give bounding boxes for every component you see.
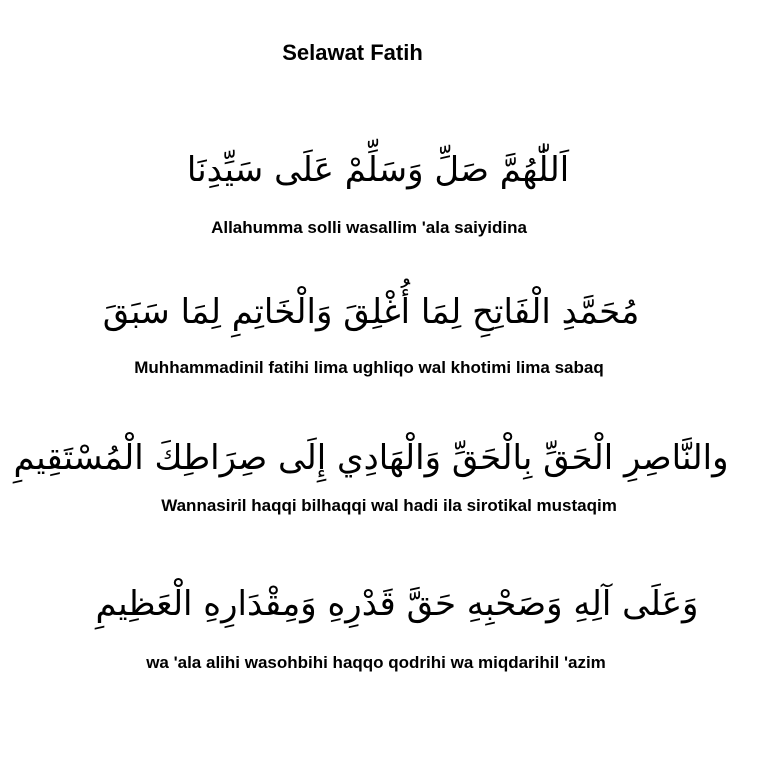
verse-2-arabic: مُحَمَّدِ الْفَاتِحِ لِمَا أُغْلِقَ وَالْخَاتِمِ لِمَا سَبَقَ (102, 292, 640, 332)
verse-1-transliteration: Allahumma solli wasallim 'ala saiyidina (211, 218, 527, 237)
verse-3-transliteration: Wannasiril haqqi bilhaqqi wal hadi ila sirotikal mustaqim (161, 496, 617, 515)
verse-1-arabic: اَللّٰهُمَّ صَلِّ وَسَلِّمْ عَلَى سَيِّدِنَا (186, 150, 570, 190)
verse-2-transliteration: Muhhammadinil fatihi lima ughliqo wal khotimi lima sabaq (134, 358, 604, 377)
verse-3-arabic: والنَّاصِرِ الْحَقِّ بِالْحَقِّ وَالْهَادِي إِلَى صِرَاطِكَ الْمُسْتَقِيمِ (13, 438, 729, 478)
page-title: Selawat Fatih (282, 40, 423, 65)
verse-4-arabic: وَعَلَى آلِهِ وَصَحْبِهِ حَقَّ قَدْرِهِ وَمِقْدَارِهِ الْعَظِيمِ (95, 584, 699, 624)
verse-4-transliteration: wa 'ala alihi wasohbihi haqqo qodrihi wa miqdarihil 'azim (146, 653, 606, 672)
